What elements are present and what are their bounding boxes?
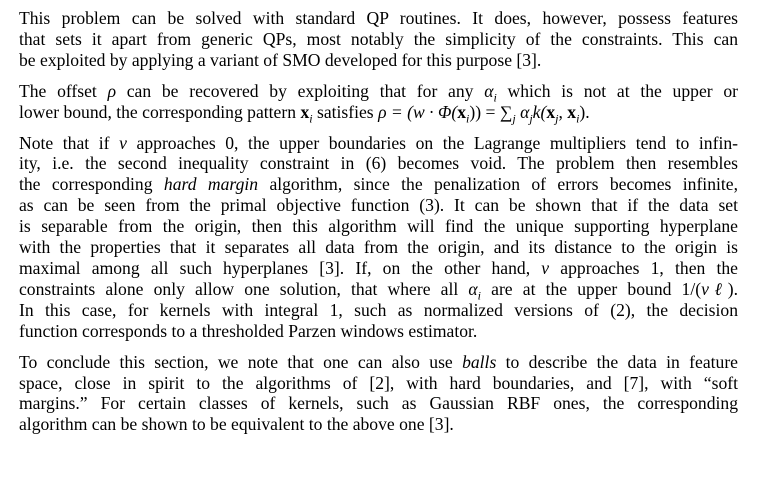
text-line: be exploited by applying a variant of SMO developed for this purpose [3]. [19, 49, 542, 70]
math-symbol: α [468, 278, 478, 299]
math-symbol: k( [532, 101, 547, 122]
math-symbol: x [546, 101, 556, 122]
text-line: ity, i.e. the second inequality constraint in (6) becomes void. The problem then resembles [19, 153, 738, 174]
emphasis-text: hard margin [163, 174, 259, 195]
text-line [19, 80, 738, 105]
text-run: constraints alone only allow one solution, that where all [19, 278, 469, 299]
paragraph-offset-rho [19, 80, 738, 126]
text-line: algorithm can be shown to be equivalent to the above one [3]. [19, 414, 454, 435]
text-run: To conclude this section, we note that one can also use [19, 351, 463, 372]
math-subscript: j [529, 111, 533, 126]
paragraph-nu-approaches [19, 133, 738, 342]
text-run: The offset [19, 80, 108, 101]
text-run: , [558, 101, 568, 122]
text-run: can be recovered by exploiting that for any [116, 80, 485, 101]
text-line [19, 278, 738, 303]
math-subscript: i [576, 111, 580, 126]
math-symbol: α [515, 101, 530, 122]
text-line: This problem can be solved with standard QP routines. It does, however, possess features [19, 8, 738, 28]
emphasis-text: balls [462, 351, 497, 372]
math-subscript: j [512, 111, 516, 126]
text-run: the corresponding [19, 174, 164, 195]
math-symbol: x [567, 101, 577, 122]
math-symbol: x [300, 101, 310, 122]
math-symbol: x [457, 101, 467, 122]
text-run: Note that if [19, 132, 120, 153]
text-line: that sets it apart from generic QPs, most notably the simplicity of the constraints. This can [19, 28, 738, 49]
text-run: maximal among all such hyperplanes [3]. If, on the other hand, [19, 257, 542, 278]
text-run: ). [579, 101, 590, 122]
text-line: In this case, for kernels with integral 1, such as normalized versions of (2), the decision [19, 299, 738, 320]
math-symbol: ρ [107, 80, 117, 101]
text-line: with the properties that it separates all data from the origin, and its distance to the origin is [19, 237, 738, 258]
text-run: which is not at the upper or [496, 80, 738, 101]
text-line: space, close in spirit to the algorithms of [2], with hard boundaries, and [7], with “soft [19, 372, 738, 393]
math-symbol: νℓ [701, 278, 728, 299]
text-run: approaches 1, then the [549, 257, 738, 278]
math-equation: ρ = (w · Φ( [378, 101, 458, 122]
math-subscript: i [309, 111, 313, 126]
text-line [19, 133, 738, 154]
math-subscript: i [477, 288, 481, 303]
text-line: is separable from the origin, then this algorithm will find the unique supporting hyperplane [19, 216, 738, 237]
paragraph-conclusion [19, 352, 738, 436]
math-subscript: j [555, 111, 559, 126]
text-run: ). [727, 278, 738, 299]
text-line [19, 174, 738, 195]
text-run: are at the upper bound 1/( [481, 278, 702, 299]
text-run: algorithm, since the penalization of errors becomes infinite, [258, 174, 738, 195]
text-line: margins.” For certain classes of kernels, such as Gaussian RBF ones, the corresponding [19, 393, 738, 414]
text-line: function corresponds to a thresholded Parzen windows estimator. [19, 320, 478, 341]
math-subscript: i [466, 111, 470, 126]
text-line [19, 258, 738, 279]
math-symbol: α [484, 80, 494, 101]
text-run: satisfies [312, 101, 379, 122]
math-equation: )) = ∑ [469, 101, 513, 122]
math-symbol: ν [541, 257, 550, 278]
text-run: approaches 0, the upper boundaries on the Lagrange multipliers tend to infin- [126, 132, 738, 153]
text-line [19, 352, 738, 373]
text-line: as can be seen from the primal objective function (3). It can be shown that if the data set [19, 195, 738, 216]
math-subscript: i [493, 90, 497, 105]
paragraph-qp-routines [19, 8, 738, 71]
math-symbol: ν [119, 132, 127, 153]
text-run: to describe the data in feature [496, 351, 738, 372]
text-line [19, 101, 738, 126]
text-run: lower bound, the corresponding pattern [19, 101, 301, 122]
